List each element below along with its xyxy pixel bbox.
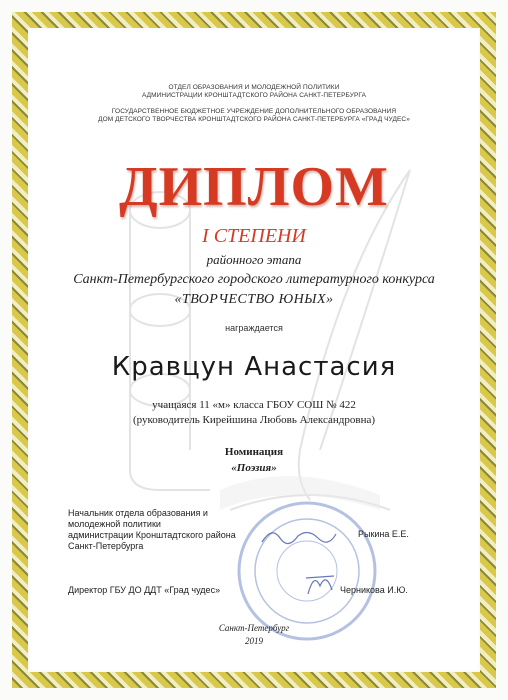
recipient-name: Кравцун Анастасия <box>111 352 397 382</box>
signature-2 <box>300 568 340 598</box>
signatory-2-role: Директор ГБУ ДО ДДТ «Град чудес» <box>68 585 221 595</box>
issue-year: 2019 <box>245 636 263 646</box>
signatory-2-name: Черникова И.Ю. <box>340 585 408 595</box>
contest-name: «ТВОРЧЕСТВО ЮНЫХ» <box>174 292 334 307</box>
header-org-line-1: ОТДЕЛ ОБРАЗОВАНИЯ И МОЛОДЕЖНОЙ ПОЛИТИКИ <box>168 84 340 91</box>
student-line: учащаяся 11 «м» класса ГБОУ СОШ № 422 <box>152 399 356 411</box>
diploma-title: ДИПЛОМ <box>119 156 389 218</box>
signatory-1-role-line-2: молодежной политики <box>68 519 161 529</box>
header-org-line-3: ГОСУДАРСТВЕННОЕ БЮДЖЕТНОЕ УЧРЕЖДЕНИЕ ДОПОЛНИТЕЛЬНОГО ОБРАЗОВАНИЯ <box>111 108 397 115</box>
contest-stage: районного этапа <box>206 252 302 267</box>
nomination-label: Номинация <box>224 446 284 458</box>
header-org-line-2: АДМИНИСТРАЦИИ КРОНШТАДТСКОГО РАЙОНА САНКТ-ПЕТЕРБУРГА <box>141 92 367 99</box>
nomination-value: «Поэзия» <box>231 462 277 474</box>
header-org-line-4: ДОМ ДЕТСКОГО ТВОРЧЕСТВА КРОНШТАДТСКОГО РАЙОНА САНКТ-ПЕТЕРБУРГА «ГРАД ЧУДЕС» <box>98 116 410 123</box>
signatory-1-role-line-3: администрации Кронштадтского района <box>68 530 236 540</box>
signature-1 <box>258 524 338 548</box>
contest-title: Санкт-Петербургского городского литературного конкурса <box>73 272 435 287</box>
awarded-label: награждается <box>225 323 283 333</box>
signatory-1-role-line-1: Начальник отдела образования и <box>68 508 208 518</box>
issue-place: Санкт-Петербург <box>218 623 290 633</box>
signatory-1-role-line-4: Санкт-Петербурга <box>68 541 144 551</box>
signatory-1-role <box>68 508 236 552</box>
diploma-degree: I СТЕПЕНИ <box>202 225 306 247</box>
signatory-1-name: Рыкина Е.Е. <box>358 529 409 539</box>
teacher-line: (руководитель Кирейшина Любовь Александровна) <box>132 414 376 426</box>
